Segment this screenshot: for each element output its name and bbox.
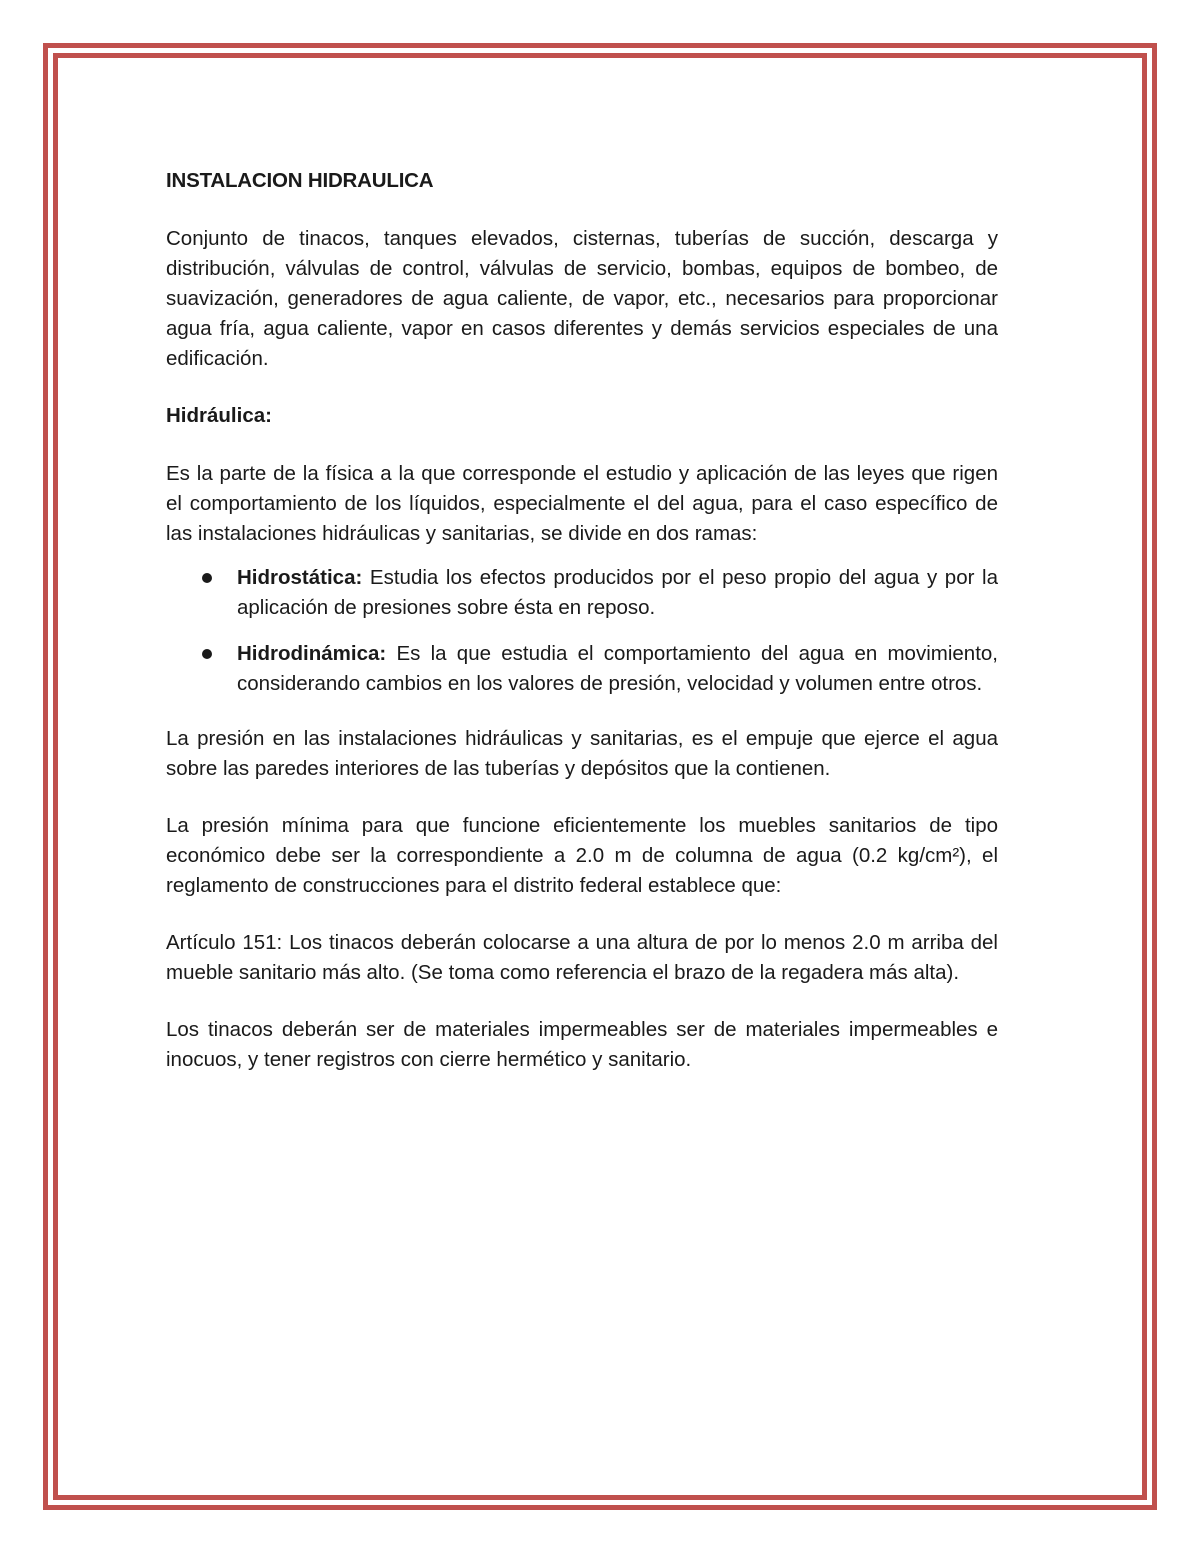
bullet-icon [202, 573, 212, 583]
branch-text: Estudia los efectos producidos por el peso propio del agua y por la aplicación de presiones sobre ésta en reposo. [237, 566, 998, 619]
branch-term: Hidrostática: [237, 566, 363, 589]
branch-term: Hidrodinámica: [237, 642, 387, 665]
definition-paragraph: Es la parte de la física a la que corresponde el estudio y aplicación de las leyes que rigen el comportamiento de los líquidos, especialmente el del agua, para el caso específico de las instalaciones hidráulicas y sanitarias, se divide en dos ramas: [166, 462, 998, 545]
branch-text: Es la que estudia el comportamiento del agua en movimiento, considerando cambios en los valores de presión, velocidad y volumen entre otros. [237, 642, 998, 695]
list-item [166, 639, 998, 699]
bullet-icon [202, 649, 212, 659]
list-item [166, 563, 998, 623]
article-paragraph: Artículo 151: Los tinacos deberán colocarse a una altura de por lo menos 2.0 m arriba del mueble sanitario más alto. (Se toma como referencia el brazo de la regadera más alta). [166, 931, 998, 984]
pressure-paragraph: La presión en las instalaciones hidráulicas y sanitarias, es el empuje que ejerce el agua sobre las paredes interiores de las tuberías y depósitos que la contienen. [166, 727, 998, 780]
branches-list [166, 563, 998, 699]
intro-paragraph: Conjunto de tinacos, tanques elevados, cisternas, tuberías de succión, descarga y distribución, válvulas de control, válvulas de servicio, bombas, equipos de bombeo, de suavización, generadores de agua caliente, de vapor, etc., necesarios para proporcionar agua fría, agua caliente, vapor en casos diferentes y demás servicios especiales de una edificación. [166, 227, 998, 370]
minimum-pressure-paragraph: La presión mínima para que funcione eficientemente los muebles sanitarios de tipo económico debe ser la correspondiente a 2.0 m de columna de agua (0.2 kg/cm²), el reglamento de construcciones para el distrito federal establece que: [166, 814, 998, 897]
hidraulica-subheading: Hidráulica: [166, 404, 272, 427]
document-body [166, 166, 998, 1102]
materials-paragraph: Los tinacos deberán ser de materiales impermeables ser de materiales impermeables e inocuos, y tener registros con cierre hermético y sanitario. [166, 1018, 998, 1071]
document-title: INSTALACION HIDRAULICA [166, 169, 434, 192]
